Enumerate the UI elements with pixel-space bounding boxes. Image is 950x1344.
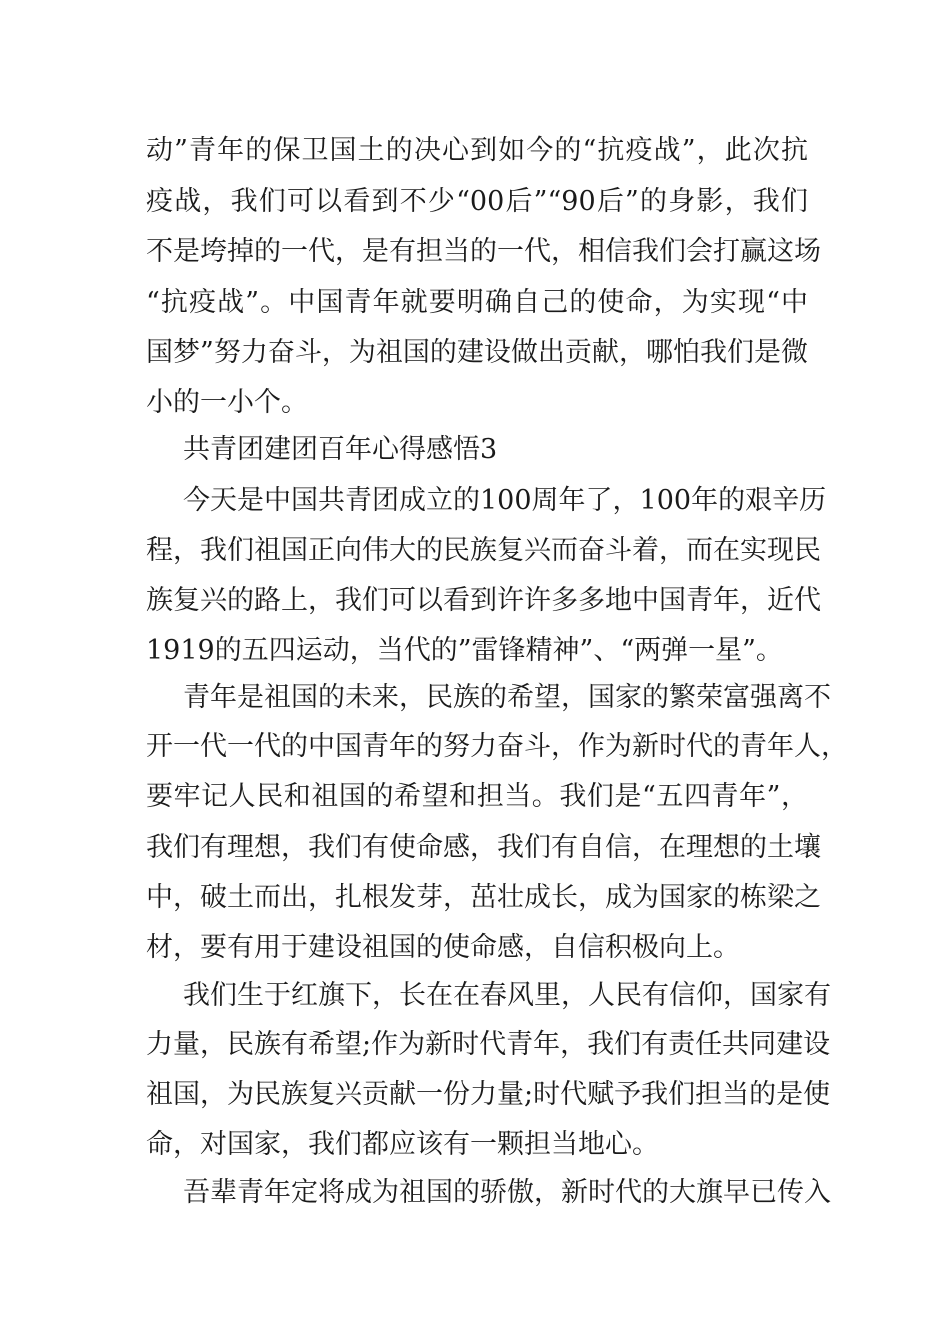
body-text-line: 小的一小个。: [146, 387, 308, 418]
body-text-line: 今天是中国共青团成立的100周年了，100年的艰辛历: [183, 485, 827, 516]
body-text-line: 我们生于红旗下，长在在春风里，人民有信仰，国家有: [183, 980, 831, 1011]
body-text-line: 材，要有用于建设祖国的使命感，自信积极向上。: [146, 932, 740, 963]
body-text-line: 青年是祖国的未来，民族的希望，国家的繁荣富强离不: [183, 682, 831, 713]
section-heading: 共青团建团百年心得感悟3: [183, 434, 498, 465]
body-text-line: 要牢记人民和祖国的希望和担当。我们是“五四青年”，: [146, 781, 808, 812]
body-text-line: 开一代一代的中国青年的努力奋斗，作为新时代的青年人，: [146, 731, 848, 762]
body-text-line: 我们有理想，我们有使命感，我们有自信，在理想的土壤: [146, 832, 821, 863]
body-text-line: 疫战，我们可以看到不少“00后”“90后”的身影，我们: [146, 186, 808, 217]
body-text-line: 力量，民族有希望;作为新时代青年，我们有责任共同建设: [146, 1029, 831, 1060]
body-text-line: 命，对国家，我们都应该有一颗担当地心。: [146, 1129, 659, 1160]
body-text-line: “抗疫战”。中国青年就要明确自己的使命，为实现“中: [146, 287, 808, 318]
body-text-line: 祖国，为民族复兴贡献一份力量;时代赋予我们担当的是使: [146, 1079, 831, 1110]
body-text-line: 吾辈青年定将成为祖国的骄傲，新时代的大旗早已传入: [183, 1177, 831, 1208]
body-text-line: 程，我们祖国正向伟大的民族复兴而奋斗着，而在实现民: [146, 535, 821, 566]
body-text-line: 中，破土而出，扎根发芽，茁壮成长，成为国家的栋梁之: [146, 882, 821, 913]
body-text-line: 不是垮掉的一代，是有担当的一代，相信我们会打赢这场: [146, 236, 821, 267]
body-text-line: 动”青年的保卫国土的决心到如今的“抗疫战”，此次抗: [146, 135, 808, 166]
body-text-line: 国梦”努力奋斗，为祖国的建设做出贡献，哪怕我们是微: [146, 337, 808, 368]
body-text-line: 族复兴的路上，我们可以看到许许多多地中国青年，近代: [146, 585, 821, 616]
body-text-line: 1919的五四运动，当代的”雷锋精神”、“两弹一星”。: [146, 635, 783, 666]
